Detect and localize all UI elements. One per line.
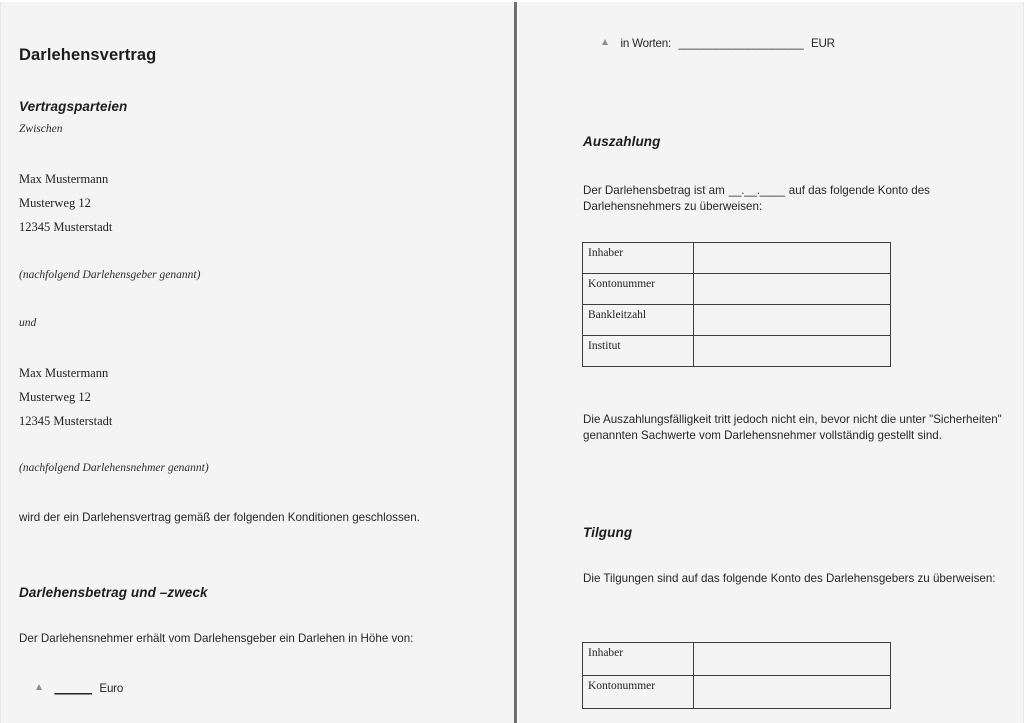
payout-account-value-kontonummer[interactable] — [694, 274, 891, 305]
table-row — [583, 305, 891, 336]
borrower-street: Musterweg 12 — [19, 390, 91, 404]
section-heading-tilgung: Tilgung — [583, 525, 633, 540]
table-row — [583, 676, 891, 709]
payout-account-value-inhaber[interactable] — [694, 243, 891, 274]
lender-note: (nachfolgend Darlehensgeber genannt) — [19, 269, 201, 281]
section-heading-vertragsparteien: Vertragsparteien — [19, 99, 128, 114]
in-words-label: in Worten: — [620, 37, 672, 50]
payout-account-value-bankleitzahl[interactable] — [694, 305, 891, 336]
payout-text-part1: Der Darlehensbetrag ist am — [583, 184, 725, 197]
repayment-instruction-text: Die Tilgungen sind auf das folgende Konto des Darlehensgebers zu überweisen: — [583, 572, 996, 585]
table-row — [583, 274, 891, 305]
contract-conclusion-text: wird der ein Darlehensvertrag gemäß der folgenden Konditionen geschlossen. — [19, 511, 420, 524]
repayment-account-value-kontonummer[interactable] — [694, 676, 891, 709]
loan-amount-field-row[interactable] — [35, 679, 123, 697]
payout-account-label-institut: Institut — [583, 336, 694, 367]
security-condition-text: Die Auszahlungsfälligkeit tritt jedoch nicht ein, bevor nicht die unter "Sicherheiten" genannten Sachwerte vom Darlehensnehmer vollständig gestellt sind. — [583, 413, 1002, 442]
payout-text-part2: auf das folgende Konto des Darlehensnehmers zu überweisen: — [583, 184, 930, 213]
triangle-marker-icon — [35, 683, 44, 692]
payout-account-value-institut[interactable] — [694, 336, 891, 367]
label-und: und — [19, 317, 37, 329]
lender-city: 12345 Musterstadt — [19, 220, 113, 234]
repayment-account-label-kontonummer: Kontonummer — [583, 676, 694, 709]
in-words-field-row[interactable] — [601, 34, 835, 52]
lender-name: Max Mustermann — [19, 172, 109, 186]
triangle-marker-icon — [601, 38, 610, 47]
payout-account-label-inhaber: Inhaber — [583, 243, 694, 274]
table-row — [583, 243, 891, 274]
borrower-name: Max Mustermann — [19, 366, 109, 380]
repayment-account-table — [582, 642, 891, 709]
in-words-unit: EUR — [810, 37, 835, 50]
page-gutter-divider — [515, 0, 517, 723]
payout-account-table — [582, 242, 891, 367]
section-heading-auszahlung: Auszahlung — [583, 134, 661, 149]
loan-amount-intro-text: Der Darlehensnehmer erhält vom Darlehensgeber ein Darlehen in Höhe von: — [19, 632, 414, 645]
lender-street: Musterweg 12 — [19, 196, 91, 210]
payout-instruction-text — [583, 183, 1003, 214]
borrower-note: (nachfolgend Darlehensnehmer genannt) — [19, 462, 209, 474]
borrower-city: 12345 Musterstadt — [19, 414, 113, 428]
label-zwischen: Zwischen — [19, 123, 63, 135]
payout-account-label-kontonummer: Kontonummer — [583, 274, 694, 305]
document-page-right — [517, 0, 1024, 723]
table-row — [583, 336, 891, 367]
loan-amount-blank[interactable]: ______ — [54, 682, 92, 695]
repayment-account-label-inhaber: Inhaber — [583, 643, 694, 676]
repayment-account-value-inhaber[interactable] — [694, 643, 891, 676]
page-title: Darlehensvertrag — [19, 46, 157, 64]
loan-amount-unit: Euro — [99, 682, 124, 695]
payout-date-blank[interactable]: __.__.____ — [728, 184, 785, 197]
in-words-blank[interactable]: ____________________ — [678, 37, 804, 50]
table-row — [583, 643, 891, 676]
payout-account-label-bankleitzahl: Bankleitzahl — [583, 305, 694, 336]
section-heading-darlehensbetrag: Darlehensbetrag und –zweck — [19, 585, 208, 600]
